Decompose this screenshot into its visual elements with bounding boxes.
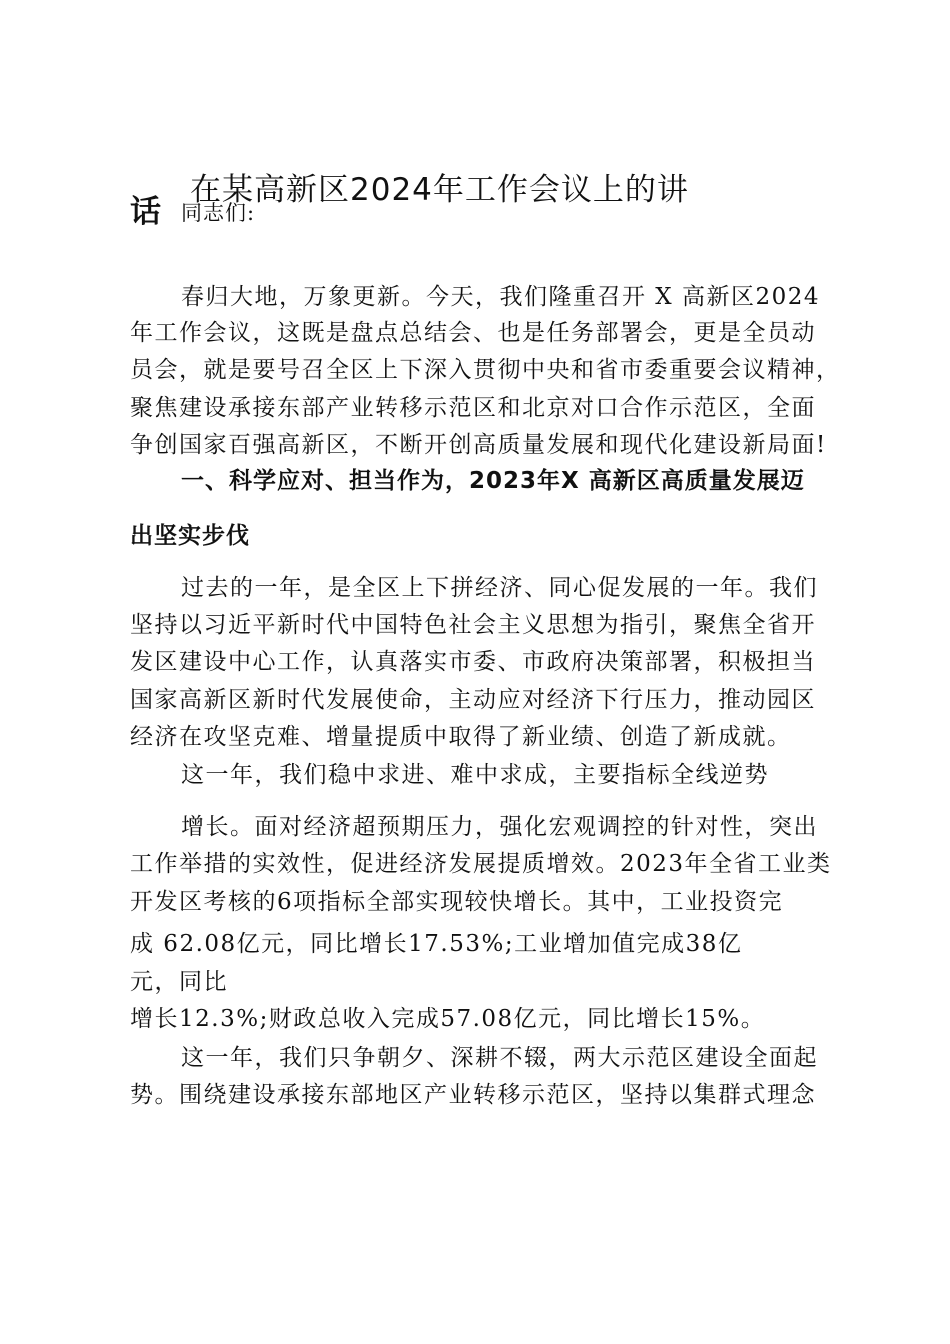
paragraph-line: 元，同比 (130, 969, 228, 995)
paragraph-line: 开发区考核的6项指标全部实现较快增长。其中，工业投资完 (130, 889, 784, 915)
paragraph-line: 这一年，我们稳中求进、难中求成，主要指标全线逆势 (181, 762, 769, 788)
paragraph-line: 经济在攻坚克难、增量提质中取得了新业绩、创造了新成就。 (130, 724, 792, 750)
paragraph-line: 员会，就是要号召全区上下深入贯彻中央和省市委重要会议精神， (130, 357, 841, 383)
paragraph-line: 增长12.3%;财政总收入完成57.08亿元，同比增长15%。 (130, 1006, 766, 1032)
paragraph-line: 发区建设中心工作，认真落实市委、市政府决策部署，积极担当 (130, 649, 816, 675)
salutation: 同志们: (181, 201, 256, 225)
paragraph-line: 增长。面对经济超预期压力，强化宏观调控的针对性，突出 (181, 814, 818, 840)
paragraph-line: 这一年，我们只争朝夕、深耕不辍，两大示范区建设全面起 (181, 1045, 818, 1071)
paragraph-line: 国家高新区新时代发展使命，主动应对经济下行压力，推动园区 (130, 687, 816, 713)
section-heading: 一、科学应对、担当作为，2023年X 高新区高质量发展迈 (181, 468, 805, 494)
paragraph-line: 工作举措的实效性，促进经济发展提质增效。2023年全省工业类 (130, 851, 832, 877)
paragraph-line: 春归大地，万象更新。今天，我们隆重召开 X 高新区2024 (181, 284, 821, 310)
paragraph-line: 势。围绕建设承接东部地区产业转移示范区，坚持以集群式理念 (130, 1082, 816, 1108)
document-title-tail: 话 (130, 194, 161, 230)
document-title: 在某高新区2024年工作会议上的讲 (190, 172, 689, 208)
paragraph-line: 坚持以习近平新时代中国特色社会主义思想为指引，聚焦全省开 (130, 612, 816, 638)
section-heading-continued: 出坚实步伐 (130, 523, 250, 549)
paragraph-line: 年工作会议，这既是盘点总结会、也是任务部署会，更是全员动 (130, 320, 816, 346)
paragraph-line: 过去的一年，是全区上下拼经济、同心促发展的一年。我们 (181, 575, 818, 601)
paragraph-line: 聚焦建设承接东部产业转移示范区和北京对口合作示范区，全面 (130, 395, 816, 421)
paragraph-line: 争创国家百强高新区，不断开创高质量发展和现代化建设新局面! (130, 432, 827, 458)
paragraph-line: 成 62.08亿元，同比增长17.53%;工业增加值完成38亿 (130, 931, 743, 957)
